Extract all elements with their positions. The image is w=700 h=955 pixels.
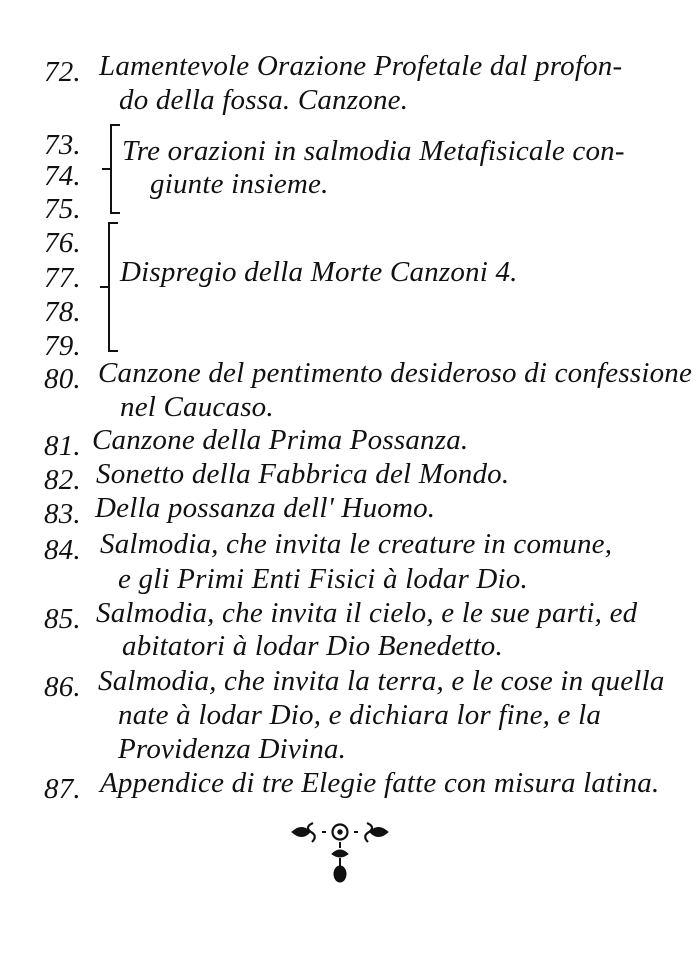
entry-title: Sonetto della Fabbrica del Mondo. xyxy=(96,458,510,490)
entry-title: Salmodia, che invita la terra, e le cose in quella xyxy=(98,665,665,697)
group-number: 77. xyxy=(44,262,81,294)
entry-title: Salmodia, che invita il cielo, e le sue parti, ed xyxy=(96,597,638,629)
entry-number: 80. xyxy=(44,363,81,395)
entry-number: 81. xyxy=(44,430,81,462)
group-number: 76. xyxy=(44,227,81,259)
group-number: 73. xyxy=(44,129,81,161)
entry-title: e gli Primi Enti Fisici à lodar Dio. xyxy=(118,563,528,595)
group-number: 79. xyxy=(44,330,81,362)
entry-title: do della fossa. Canzone. xyxy=(119,84,409,116)
entry-title: nel Caucaso. xyxy=(120,391,274,423)
entry-title: Della possanza dell' Huomo. xyxy=(95,492,436,524)
entry-title: abitatori à lodar Dio Benedetto. xyxy=(122,630,503,662)
entry-number: 85. xyxy=(44,603,81,635)
entry-title: Canzone della Prima Possanza. xyxy=(92,424,469,456)
group-number: 74. xyxy=(44,160,81,192)
printer-ornament-icon xyxy=(290,818,390,888)
entry-title: Providenza Divina. xyxy=(118,733,347,765)
group-title: Tre orazioni in salmodia Metafisicale con- xyxy=(122,135,625,167)
entry-number: 83. xyxy=(44,498,81,530)
entry-title: Appendice di tre Elegie fatte con misura latina. xyxy=(100,767,660,799)
entry-title: Lamentevole Orazione Profetale dal profon- xyxy=(99,50,623,82)
group-title: Dispregio della Morte Canzoni 4. xyxy=(120,256,518,288)
entry-number: 87. xyxy=(44,773,81,805)
entry-title: nate à lodar Dio, e dichiara lor fine, e la xyxy=(118,699,602,731)
entry-number: 84. xyxy=(44,534,81,566)
entry-number: 86. xyxy=(44,671,81,703)
group-title: giunte insieme. xyxy=(150,168,329,200)
group-number: 75. xyxy=(44,193,81,225)
entry-number: 82. xyxy=(44,464,81,496)
group-number: 78. xyxy=(44,296,81,328)
entry-title: Canzone del pentimento desideroso di confessione xyxy=(98,357,693,389)
entry-title: Salmodia, che invita le creature in comune, xyxy=(100,528,613,560)
entry-number: 72. xyxy=(44,56,81,88)
